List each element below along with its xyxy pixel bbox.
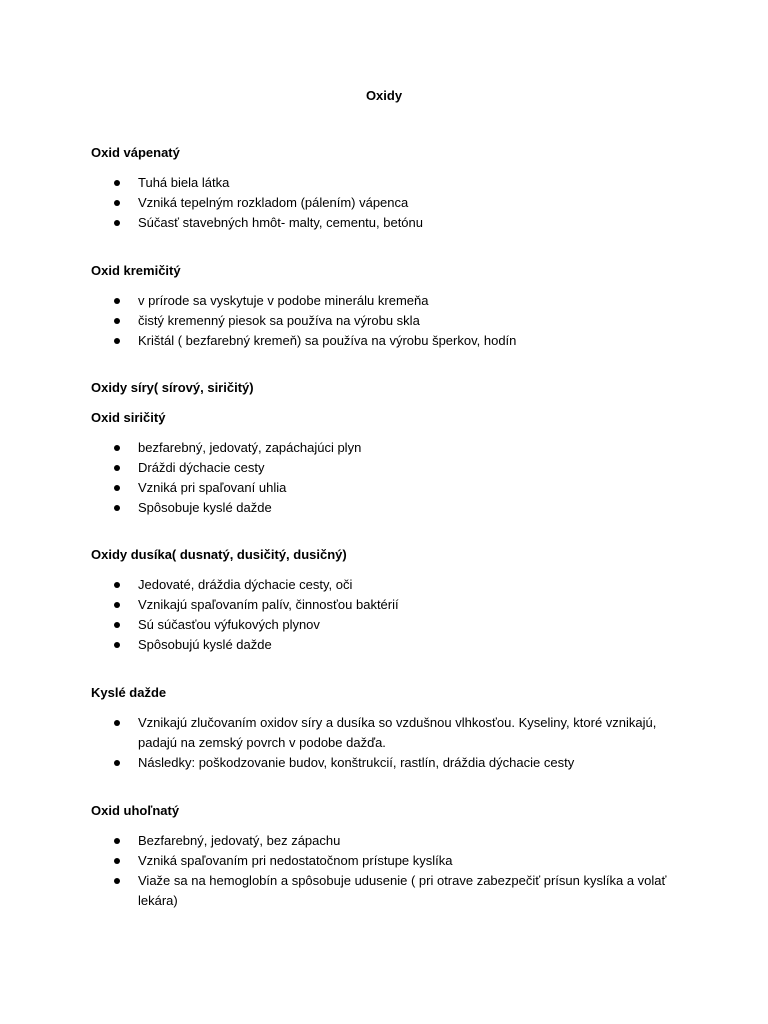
list-item [91, 291, 691, 311]
bullet-list [91, 173, 691, 233]
list-item-text: Vznikajú spaľovaním palív, činnosťou baktérií [138, 597, 399, 612]
bullet-list [91, 291, 691, 351]
section-kysle-dazde [91, 683, 671, 773]
list-item [91, 193, 691, 213]
list-item-text: Vzniká tepelným rozkladom (pálením) vápenca [138, 195, 409, 210]
list-item-text: Následky: poškodzovanie budov, konštrukcií, rastlín, dráždia dýchacie cesty [138, 755, 575, 770]
bullet-list [91, 438, 691, 518]
section-oxidy-dusika [91, 545, 691, 655]
bullet-icon [114, 465, 120, 471]
bullet-icon [114, 602, 120, 608]
list-item [91, 753, 671, 773]
page-title: Oxidy [365, 88, 403, 103]
bullet-icon [114, 838, 120, 844]
bullet-icon [114, 505, 120, 511]
bullet-icon [114, 582, 120, 588]
list-item [91, 478, 691, 498]
bullet-icon [114, 318, 120, 324]
section-heading: Oxid kremičitý [91, 263, 181, 278]
bullet-icon [114, 180, 120, 186]
list-item [91, 213, 691, 233]
bullet-icon [114, 220, 120, 226]
list-item-text: Súčasť stavebných hmôt- malty, cementu, betónu [138, 215, 423, 230]
bullet-icon [114, 485, 120, 491]
list-item [91, 311, 691, 331]
list-item [91, 635, 691, 655]
list-item-text: čistý kremenný piesok sa používa na výrobu skla [138, 313, 420, 328]
bullet-icon [114, 720, 120, 726]
section-heading: Oxid uhoľnatý [91, 803, 180, 818]
list-item-text: Vzniká spaľovaním pri nedostatočnom prístupe kyslíka [138, 853, 453, 868]
bullet-icon [114, 338, 120, 344]
section-heading: Oxidy dusíka( dusnatý, dusičitý, dusičný) [91, 547, 347, 562]
bullet-icon [114, 200, 120, 206]
bullet-icon [114, 858, 120, 864]
section-oxidy-siry [91, 378, 691, 518]
list-item [91, 575, 691, 595]
bullet-icon [114, 445, 120, 451]
list-item-text: v prírode sa vyskytuje v podobe minerálu kremeňa [138, 293, 429, 308]
list-item-text: Tuhá biela látka [138, 175, 230, 190]
bullet-list [91, 713, 671, 773]
section-heading: Kyslé dažde [91, 685, 167, 700]
list-item-text: Krištál ( bezfarebný kremeň) sa používa na výrobu šperkov, hodín [138, 333, 517, 348]
bullet-icon [114, 760, 120, 766]
list-item [91, 458, 691, 478]
section-oxid-kremicity [91, 261, 691, 351]
list-item [91, 438, 691, 458]
section-heading: Oxidy síry( sírový, siričitý) [91, 380, 254, 395]
list-item-text: Spôsobuje kyslé dažde [138, 500, 272, 515]
list-item-text: Bezfarebný, jedovatý, bez zápachu [138, 833, 341, 848]
section-oxid-vapenaty [91, 143, 691, 233]
bullet-icon [114, 642, 120, 648]
section-heading: Oxid vápenatý [91, 145, 180, 160]
list-item [91, 498, 691, 518]
list-item [91, 831, 681, 851]
bullet-icon [114, 878, 120, 884]
list-item [91, 173, 691, 193]
section-subheading: Oxid siričitý [91, 410, 166, 425]
list-item [91, 615, 691, 635]
list-item-text: Vzniká pri spaľovaní uhlia [138, 480, 287, 495]
list-item-text: Vznikajú zlučovaním oxidov síry a dusíka so vzdušnou vlhkosťou. Kyseliny, ktoré vznikajú, padajú na zemský povrch v podobe dažďa. [138, 715, 657, 750]
section-oxid-uholnaty [91, 801, 681, 911]
list-item [91, 871, 681, 911]
list-item [91, 595, 691, 615]
list-item-text: bezfarebný, jedovatý, zapáchajúci plyn [138, 440, 362, 455]
list-item-text: Viaže sa na hemoglobín a spôsobuje udusenie ( pri otrave zabezpečiť prísun kyslíka a volať lekára) [138, 873, 667, 908]
bullet-list [91, 575, 691, 655]
list-item [91, 851, 681, 871]
list-item-text: Jedovaté, dráždia dýchacie cesty, oči [138, 577, 353, 592]
list-item-text: Spôsobujú kyslé dažde [138, 637, 272, 652]
bullet-icon [114, 298, 120, 304]
list-item-text: Sú súčasťou výfukových plynov [138, 617, 320, 632]
list-item [91, 713, 671, 753]
list-item-text: Dráždi dýchacie cesty [138, 460, 265, 475]
list-item [91, 331, 691, 351]
bullet-icon [114, 622, 120, 628]
bullet-list [91, 831, 681, 911]
